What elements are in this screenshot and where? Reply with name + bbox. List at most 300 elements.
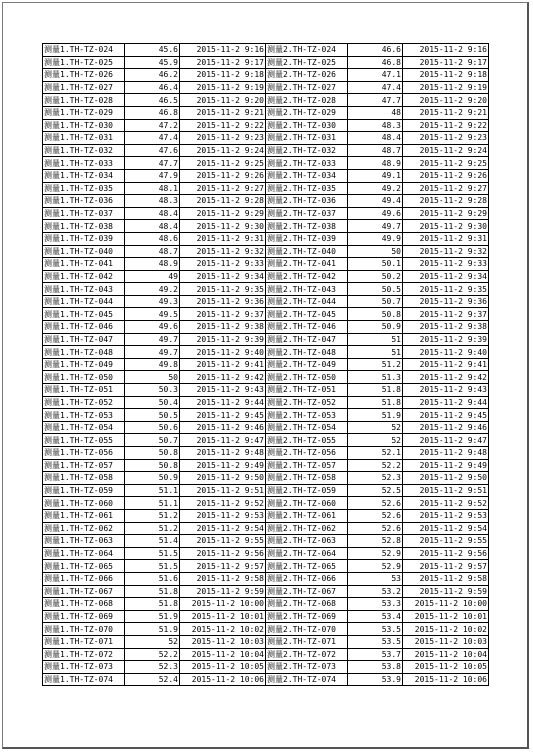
value-2: 52.2: [348, 459, 403, 472]
value-1: 47.7: [125, 157, 180, 170]
timestamp-1: 2015-11-2 9:30: [180, 220, 266, 233]
table-row: [43, 560, 489, 573]
point-id-2: 测量2.TH-TZ-027: [266, 81, 348, 94]
value-2: 50.2: [348, 270, 403, 283]
point-id-2: 测量2.TH-TZ-056: [266, 447, 348, 460]
timestamp-2: 2015-11-2 9:23: [403, 132, 489, 145]
point-id-1: 测量1.TH-TZ-031: [43, 132, 125, 145]
value-1: 52.2: [125, 648, 180, 661]
timestamp-2: 2015-11-2 9:55: [403, 535, 489, 548]
point-id-1: 测量1.TH-TZ-054: [43, 421, 125, 434]
timestamp-1: 2015-11-2 10:06: [180, 673, 266, 686]
point-id-2: 测量2.TH-TZ-065: [266, 560, 348, 573]
timestamp-1: 2015-11-2 9:24: [180, 144, 266, 157]
timestamp-2: 2015-11-2 9:26: [403, 169, 489, 182]
table-row: [43, 635, 489, 648]
point-id-2: 测量2.TH-TZ-029: [266, 106, 348, 119]
point-id-1: 测量1.TH-TZ-039: [43, 232, 125, 245]
timestamp-2: 2015-11-2 10:05: [403, 661, 489, 674]
value-2: 53.8: [348, 661, 403, 674]
table-row: [43, 421, 489, 434]
timestamp-2: 2015-11-2 9:46: [403, 421, 489, 434]
timestamp-2: 2015-11-2 9:37: [403, 308, 489, 321]
table-row: [43, 195, 489, 208]
table-row: [43, 346, 489, 359]
point-id-2: 测量2.TH-TZ-050: [266, 371, 348, 384]
value-1: 49.8: [125, 358, 180, 371]
value-2: 48.4: [348, 132, 403, 145]
point-id-1: 测量1.TH-TZ-026: [43, 69, 125, 82]
table-row: [43, 245, 489, 258]
table-row: [43, 308, 489, 321]
timestamp-2: 2015-11-2 9:31: [403, 232, 489, 245]
table-row: [43, 119, 489, 132]
timestamp-2: 2015-11-2 9:43: [403, 384, 489, 397]
table-row: [43, 132, 489, 145]
table-row: [43, 157, 489, 170]
table-row: [43, 94, 489, 107]
timestamp-2: 2015-11-2 9:20: [403, 94, 489, 107]
point-id-1: 测量1.TH-TZ-055: [43, 434, 125, 447]
point-id-2: 测量2.TH-TZ-072: [266, 648, 348, 661]
timestamp-2: 2015-11-2 9:18: [403, 69, 489, 82]
timestamp-1: 2015-11-2 10:04: [180, 648, 266, 661]
point-id-1: 测量1.TH-TZ-064: [43, 547, 125, 560]
value-1: 48.4: [125, 207, 180, 220]
timestamp-2: 2015-11-2 9:47: [403, 434, 489, 447]
value-2: 49.9: [348, 232, 403, 245]
point-id-1: 测量1.TH-TZ-062: [43, 522, 125, 535]
value-2: 51.9: [348, 409, 403, 422]
value-1: 49.5: [125, 308, 180, 321]
table-row: [43, 447, 489, 460]
point-id-1: 测量1.TH-TZ-047: [43, 333, 125, 346]
timestamp-2: 2015-11-2 9:51: [403, 484, 489, 497]
value-1: 50.7: [125, 434, 180, 447]
point-id-2: 测量2.TH-TZ-063: [266, 535, 348, 548]
timestamp-2: 2015-11-2 9:49: [403, 459, 489, 472]
table-row: [43, 598, 489, 611]
point-id-1: 测量1.TH-TZ-063: [43, 535, 125, 548]
value-1: 50.5: [125, 409, 180, 422]
timestamp-2: 2015-11-2 10:01: [403, 610, 489, 623]
point-id-2: 测量2.TH-TZ-024: [266, 44, 348, 57]
point-id-2: 测量2.TH-TZ-025: [266, 56, 348, 69]
timestamp-1: 2015-11-2 9:25: [180, 157, 266, 170]
timestamp-1: 2015-11-2 9:56: [180, 547, 266, 560]
point-id-1: 测量1.TH-TZ-027: [43, 81, 125, 94]
table-row: [43, 673, 489, 686]
value-2: 52: [348, 434, 403, 447]
value-1: 50.3: [125, 384, 180, 397]
point-id-2: 测量2.TH-TZ-074: [266, 673, 348, 686]
timestamp-1: 2015-11-2 9:53: [180, 509, 266, 522]
value-2: 48.9: [348, 157, 403, 170]
print-page: [2, 2, 529, 749]
data-table: [42, 43, 489, 686]
timestamp-1: 2015-11-2 9:41: [180, 358, 266, 371]
value-1: 50.6: [125, 421, 180, 434]
timestamp-2: 2015-11-2 9:32: [403, 245, 489, 258]
value-2: 53: [348, 572, 403, 585]
point-id-1: 测量1.TH-TZ-046: [43, 321, 125, 334]
value-1: 49.3: [125, 295, 180, 308]
value-1: 48.4: [125, 220, 180, 233]
point-id-2: 测量2.TH-TZ-070: [266, 623, 348, 636]
timestamp-1: 2015-11-2 9:23: [180, 132, 266, 145]
point-id-1: 测量1.TH-TZ-044: [43, 295, 125, 308]
timestamp-1: 2015-11-2 9:47: [180, 434, 266, 447]
point-id-1: 测量1.TH-TZ-036: [43, 195, 125, 208]
point-id-2: 测量2.TH-TZ-031: [266, 132, 348, 145]
point-id-1: 测量1.TH-TZ-061: [43, 509, 125, 522]
table-row: [43, 333, 489, 346]
timestamp-1: 2015-11-2 9:19: [180, 81, 266, 94]
value-1: 47.4: [125, 132, 180, 145]
point-id-2: 测量2.TH-TZ-048: [266, 346, 348, 359]
point-id-2: 测量2.TH-TZ-054: [266, 421, 348, 434]
timestamp-2: 2015-11-2 9:24: [403, 144, 489, 157]
value-2: 51: [348, 346, 403, 359]
value-2: 51: [348, 333, 403, 346]
timestamp-1: 2015-11-2 9:49: [180, 459, 266, 472]
value-2: 47.7: [348, 94, 403, 107]
point-id-2: 测量2.TH-TZ-049: [266, 358, 348, 371]
point-id-2: 测量2.TH-TZ-068: [266, 598, 348, 611]
timestamp-1: 2015-11-2 9:54: [180, 522, 266, 535]
timestamp-1: 2015-11-2 9:48: [180, 447, 266, 460]
timestamp-1: 2015-11-2 9:20: [180, 94, 266, 107]
point-id-1: 测量1.TH-TZ-051: [43, 384, 125, 397]
table-row: [43, 81, 489, 94]
value-1: 51.8: [125, 585, 180, 598]
timestamp-1: 2015-11-2 9:29: [180, 207, 266, 220]
point-id-1: 测量1.TH-TZ-045: [43, 308, 125, 321]
table-row: [43, 182, 489, 195]
timestamp-2: 2015-11-2 9:21: [403, 106, 489, 119]
value-1: 50.9: [125, 472, 180, 485]
value-1: 45.6: [125, 44, 180, 57]
point-id-1: 测量1.TH-TZ-067: [43, 585, 125, 598]
table-row: [43, 69, 489, 82]
timestamp-1: 2015-11-2 9:21: [180, 106, 266, 119]
table-row: [43, 169, 489, 182]
value-2: 51.8: [348, 384, 403, 397]
point-id-2: 测量2.TH-TZ-033: [266, 157, 348, 170]
value-1: 48.3: [125, 195, 180, 208]
table-row: [43, 207, 489, 220]
value-2: 50.9: [348, 321, 403, 334]
value-1: 48.6: [125, 232, 180, 245]
timestamp-2: 2015-11-2 9:48: [403, 447, 489, 460]
value-1: 46.2: [125, 69, 180, 82]
value-2: 50.7: [348, 295, 403, 308]
point-id-1: 测量1.TH-TZ-056: [43, 447, 125, 460]
value-1: 51.1: [125, 484, 180, 497]
value-1: 50: [125, 371, 180, 384]
value-2: 53.4: [348, 610, 403, 623]
table-row: [43, 610, 489, 623]
timestamp-1: 2015-11-2 9:22: [180, 119, 266, 132]
timestamp-1: 2015-11-2 9:40: [180, 346, 266, 359]
table-row: [43, 509, 489, 522]
timestamp-2: 2015-11-2 9:28: [403, 195, 489, 208]
point-id-2: 测量2.TH-TZ-034: [266, 169, 348, 182]
value-2: 49.2: [348, 182, 403, 195]
timestamp-2: 2015-11-2 9:45: [403, 409, 489, 422]
point-id-2: 测量2.TH-TZ-026: [266, 69, 348, 82]
value-1: 52.4: [125, 673, 180, 686]
timestamp-1: 2015-11-2 9:35: [180, 283, 266, 296]
value-2: 51.3: [348, 371, 403, 384]
timestamp-2: 2015-11-2 9:22: [403, 119, 489, 132]
value-1: 52.3: [125, 661, 180, 674]
table-row: [43, 497, 489, 510]
table-row: [43, 661, 489, 674]
point-id-2: 测量2.TH-TZ-051: [266, 384, 348, 397]
value-1: 46.4: [125, 81, 180, 94]
timestamp-2: 2015-11-2 9:53: [403, 509, 489, 522]
timestamp-2: 2015-11-2 9:16: [403, 44, 489, 57]
point-id-1: 测量1.TH-TZ-058: [43, 472, 125, 485]
value-1: 46.8: [125, 106, 180, 119]
value-2: 52.6: [348, 522, 403, 535]
table-row: [43, 321, 489, 334]
value-1: 49.2: [125, 283, 180, 296]
point-id-1: 测量1.TH-TZ-068: [43, 598, 125, 611]
value-2: 50: [348, 245, 403, 258]
value-1: 51.2: [125, 509, 180, 522]
timestamp-1: 2015-11-2 9:36: [180, 295, 266, 308]
value-1: 45.9: [125, 56, 180, 69]
table-row: [43, 472, 489, 485]
timestamp-2: 2015-11-2 10:03: [403, 635, 489, 648]
point-id-2: 测量2.TH-TZ-039: [266, 232, 348, 245]
value-2: 51.8: [348, 396, 403, 409]
timestamp-1: 2015-11-2 9:37: [180, 308, 266, 321]
value-2: 52: [348, 421, 403, 434]
point-id-2: 测量2.TH-TZ-044: [266, 295, 348, 308]
table-row: [43, 358, 489, 371]
table-row: [43, 56, 489, 69]
point-id-1: 测量1.TH-TZ-052: [43, 396, 125, 409]
value-1: 46.5: [125, 94, 180, 107]
value-2: 53.5: [348, 623, 403, 636]
value-1: 51.4: [125, 535, 180, 548]
table-row: [43, 106, 489, 119]
value-1: 49.6: [125, 321, 180, 334]
value-1: 51.9: [125, 623, 180, 636]
value-2: 52.9: [348, 560, 403, 573]
point-id-2: 测量2.TH-TZ-043: [266, 283, 348, 296]
point-id-2: 测量2.TH-TZ-052: [266, 396, 348, 409]
timestamp-1: 2015-11-2 9:50: [180, 472, 266, 485]
timestamp-1: 2015-11-2 9:28: [180, 195, 266, 208]
timestamp-1: 2015-11-2 9:44: [180, 396, 266, 409]
point-id-2: 测量2.TH-TZ-059: [266, 484, 348, 497]
point-id-2: 测量2.TH-TZ-058: [266, 472, 348, 485]
value-1: 51.5: [125, 560, 180, 573]
value-2: 47.4: [348, 81, 403, 94]
point-id-1: 测量1.TH-TZ-025: [43, 56, 125, 69]
timestamp-2: 2015-11-2 9:42: [403, 371, 489, 384]
point-id-1: 测量1.TH-TZ-073: [43, 661, 125, 674]
point-id-2: 测量2.TH-TZ-028: [266, 94, 348, 107]
timestamp-2: 2015-11-2 9:29: [403, 207, 489, 220]
table-row: [43, 547, 489, 560]
timestamp-1: 2015-11-2 9:39: [180, 333, 266, 346]
timestamp-1: 2015-11-2 9:57: [180, 560, 266, 573]
value-2: 53.3: [348, 598, 403, 611]
timestamp-2: 2015-11-2 9:19: [403, 81, 489, 94]
value-2: 48.7: [348, 144, 403, 157]
value-2: 47.1: [348, 69, 403, 82]
timestamp-1: 2015-11-2 9:31: [180, 232, 266, 245]
timestamp-2: 2015-11-2 9:17: [403, 56, 489, 69]
point-id-1: 测量1.TH-TZ-069: [43, 610, 125, 623]
point-id-2: 测量2.TH-TZ-062: [266, 522, 348, 535]
point-id-2: 测量2.TH-TZ-073: [266, 661, 348, 674]
point-id-2: 测量2.TH-TZ-040: [266, 245, 348, 258]
point-id-2: 测量2.TH-TZ-055: [266, 434, 348, 447]
value-2: 49.1: [348, 169, 403, 182]
value-2: 51.2: [348, 358, 403, 371]
point-id-1: 测量1.TH-TZ-035: [43, 182, 125, 195]
timestamp-2: 2015-11-2 9:34: [403, 270, 489, 283]
timestamp-1: 2015-11-2 9:27: [180, 182, 266, 195]
value-2: 50.8: [348, 308, 403, 321]
value-2: 46.6: [348, 44, 403, 57]
value-1: 47.9: [125, 169, 180, 182]
timestamp-1: 2015-11-2 10:00: [180, 598, 266, 611]
value-1: 47.6: [125, 144, 180, 157]
table-row: [43, 144, 489, 157]
point-id-2: 测量2.TH-TZ-064: [266, 547, 348, 560]
value-2: 50.5: [348, 283, 403, 296]
value-2: 52.8: [348, 535, 403, 548]
table-row: [43, 623, 489, 636]
point-id-1: 测量1.TH-TZ-066: [43, 572, 125, 585]
timestamp-1: 2015-11-2 9:26: [180, 169, 266, 182]
timestamp-1: 2015-11-2 10:03: [180, 635, 266, 648]
table-row: [43, 585, 489, 598]
point-id-1: 测量1.TH-TZ-037: [43, 207, 125, 220]
value-2: 50.1: [348, 258, 403, 271]
value-1: 51.5: [125, 547, 180, 560]
timestamp-1: 2015-11-2 9:43: [180, 384, 266, 397]
timestamp-1: 2015-11-2 9:58: [180, 572, 266, 585]
value-1: 50.8: [125, 459, 180, 472]
value-1: 50.4: [125, 396, 180, 409]
value-2: 52.6: [348, 509, 403, 522]
point-id-2: 测量2.TH-TZ-069: [266, 610, 348, 623]
timestamp-2: 2015-11-2 9:39: [403, 333, 489, 346]
timestamp-1: 2015-11-2 9:51: [180, 484, 266, 497]
point-id-1: 测量1.TH-TZ-070: [43, 623, 125, 636]
point-id-1: 测量1.TH-TZ-038: [43, 220, 125, 233]
timestamp-2: 2015-11-2 9:33: [403, 258, 489, 271]
value-1: 49.7: [125, 346, 180, 359]
point-id-1: 测量1.TH-TZ-057: [43, 459, 125, 472]
timestamp-1: 2015-11-2 9:59: [180, 585, 266, 598]
point-id-1: 测量1.TH-TZ-034: [43, 169, 125, 182]
timestamp-2: 2015-11-2 9:35: [403, 283, 489, 296]
point-id-1: 测量1.TH-TZ-032: [43, 144, 125, 157]
timestamp-2: 2015-11-2 10:00: [403, 598, 489, 611]
table-row: [43, 295, 489, 308]
timestamp-1: 2015-11-2 9:17: [180, 56, 266, 69]
point-id-2: 测量2.TH-TZ-060: [266, 497, 348, 510]
point-id-2: 测量2.TH-TZ-053: [266, 409, 348, 422]
point-id-2: 测量2.TH-TZ-061: [266, 509, 348, 522]
table-row: [43, 384, 489, 397]
timestamp-1: 2015-11-2 10:02: [180, 623, 266, 636]
value-2: 49.4: [348, 195, 403, 208]
table-row: [43, 572, 489, 585]
point-id-2: 测量2.TH-TZ-045: [266, 308, 348, 321]
timestamp-1: 2015-11-2 9:16: [180, 44, 266, 57]
timestamp-1: 2015-11-2 9:55: [180, 535, 266, 548]
value-2: 52.6: [348, 497, 403, 510]
value-1: 48.1: [125, 182, 180, 195]
point-id-1: 测量1.TH-TZ-042: [43, 270, 125, 283]
value-1: 51.9: [125, 610, 180, 623]
timestamp-2: 2015-11-2 10:04: [403, 648, 489, 661]
timestamp-1: 2015-11-2 9:38: [180, 321, 266, 334]
timestamp-1: 2015-11-2 10:05: [180, 661, 266, 674]
value-1: 51.2: [125, 522, 180, 535]
timestamp-2: 2015-11-2 9:59: [403, 585, 489, 598]
point-id-2: 测量2.TH-TZ-037: [266, 207, 348, 220]
point-id-2: 测量2.TH-TZ-038: [266, 220, 348, 233]
table-row: [43, 371, 489, 384]
point-id-1: 测量1.TH-TZ-049: [43, 358, 125, 371]
table-row: [43, 522, 489, 535]
point-id-1: 测量1.TH-TZ-048: [43, 346, 125, 359]
value-1: 48.9: [125, 258, 180, 271]
timestamp-2: 2015-11-2 9:58: [403, 572, 489, 585]
value-1: 50.8: [125, 447, 180, 460]
timestamp-2: 2015-11-2 9:56: [403, 547, 489, 560]
table-row: [43, 434, 489, 447]
point-id-1: 测量1.TH-TZ-053: [43, 409, 125, 422]
timestamp-1: 2015-11-2 9:45: [180, 409, 266, 422]
point-id-1: 测量1.TH-TZ-059: [43, 484, 125, 497]
point-id-2: 测量2.TH-TZ-030: [266, 119, 348, 132]
timestamp-2: 2015-11-2 10:02: [403, 623, 489, 636]
timestamp-2: 2015-11-2 9:27: [403, 182, 489, 195]
value-2: 53.2: [348, 585, 403, 598]
timestamp-1: 2015-11-2 9:34: [180, 270, 266, 283]
timestamp-2: 2015-11-2 9:44: [403, 396, 489, 409]
table-row: [43, 258, 489, 271]
timestamp-1: 2015-11-2 9:18: [180, 69, 266, 82]
timestamp-2: 2015-11-2 9:54: [403, 522, 489, 535]
timestamp-2: 2015-11-2 9:30: [403, 220, 489, 233]
table-row: [43, 220, 489, 233]
point-id-2: 测量2.TH-TZ-035: [266, 182, 348, 195]
timestamp-2: 2015-11-2 9:25: [403, 157, 489, 170]
value-2: 52.3: [348, 472, 403, 485]
timestamp-1: 2015-11-2 9:32: [180, 245, 266, 258]
point-id-1: 测量1.TH-TZ-030: [43, 119, 125, 132]
point-id-2: 测量2.TH-TZ-036: [266, 195, 348, 208]
timestamp-1: 2015-11-2 9:33: [180, 258, 266, 271]
timestamp-2: 2015-11-2 9:50: [403, 472, 489, 485]
table-row: [43, 648, 489, 661]
timestamp-2: 2015-11-2 9:41: [403, 358, 489, 371]
timestamp-2: 2015-11-2 9:38: [403, 321, 489, 334]
